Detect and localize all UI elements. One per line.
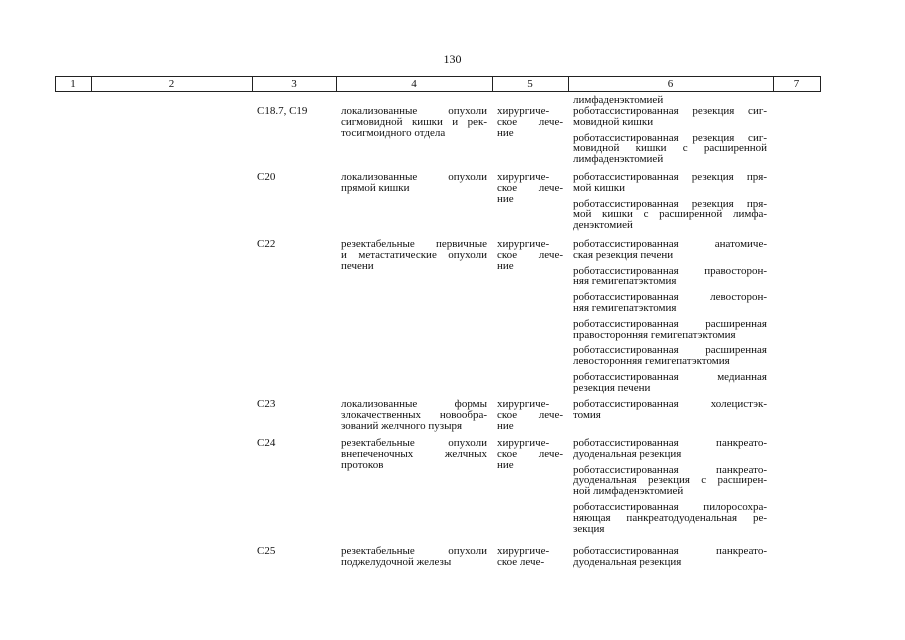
method-line: правосторонняя гемигепатэктомия: [573, 328, 736, 341]
method-line: зекция: [573, 522, 605, 535]
methods-cell: [573, 438, 767, 534]
method-line: роботассистированная медианная: [573, 370, 767, 383]
treatment-line: хирургиче-: [497, 171, 550, 183]
method-line: роботассистированная анатомиче-: [573, 238, 767, 250]
method-line: роботассистированная пилоросохра-: [573, 500, 767, 513]
diagnosis-line: резектабельные опухоли: [341, 545, 487, 557]
method-line: мой кишки: [573, 181, 626, 194]
treatment-line: ское лече-: [497, 555, 545, 568]
column-number: 1: [70, 78, 76, 90]
treatment-line: хирургиче-: [497, 437, 550, 449]
diagnosis-line: тосигмоидного отдела: [341, 126, 446, 139]
method-paragraph: [573, 133, 767, 165]
treatment-cell: [497, 239, 563, 271]
method-line: дуоденальная резекция с расширен-: [573, 474, 767, 487]
method-paragraph: [573, 239, 767, 261]
diagnosis-cell: [341, 399, 487, 431]
method-paragraph: [573, 345, 767, 367]
treatment-cell: [497, 438, 563, 470]
method-line: дуоденальная резекция: [573, 555, 682, 568]
methods-cell: [573, 546, 767, 568]
method-line: томия: [573, 408, 601, 421]
diagnosis-line: печени: [341, 259, 374, 272]
method-line: роботассистированная резекция сиг-: [573, 105, 767, 117]
column-number: 4: [411, 78, 417, 90]
method-line: дуоденальная резекция: [573, 447, 682, 460]
method-line: резекция печени: [573, 381, 651, 394]
method-line: роботассистированная панкреато-: [573, 545, 767, 557]
method-line: роботассистированная резекция пря-: [573, 171, 767, 183]
treatment-line: хирургиче-: [497, 238, 550, 250]
method-paragraph: [573, 372, 767, 394]
page-number: 130: [443, 52, 462, 66]
code-line: C23: [257, 398, 276, 410]
treatment-line: ние: [497, 419, 514, 432]
method-line: няя гемигепатэктомия: [573, 301, 677, 314]
method-line: денэктомией: [573, 219, 633, 232]
method-line: ская резекция печени: [573, 248, 674, 261]
diagnosis-line: протоков: [341, 458, 384, 471]
method-paragraph: [573, 438, 767, 460]
method-paragraph: [573, 546, 767, 568]
diagnosis-line: прямой кишки: [341, 181, 410, 194]
method-paragraph: [573, 319, 767, 341]
diagnosis-line: резектабельные опухоли: [341, 437, 487, 449]
method-line: лимфаденэктомией: [573, 94, 664, 106]
methods-cell: [573, 172, 767, 231]
method-line: мовидной кишки: [573, 115, 654, 128]
diagnosis-line: внепеченочных желчных: [341, 447, 487, 460]
column-number: 2: [168, 78, 175, 90]
treatment-line: ское лече-: [497, 447, 563, 460]
treatment-line: ское лече-: [497, 181, 563, 194]
method-line: роботассистированная холецистэк-: [573, 398, 767, 410]
code-line: C24: [257, 437, 276, 449]
methods-cell: [573, 399, 767, 421]
diagnosis-line: резектабельные первичные: [341, 238, 487, 250]
method-line: мовидной кишки с расширенной: [573, 142, 767, 155]
method-line: левосторонняя гемигепатэктомия: [573, 355, 730, 368]
table-header-border: [55, 91, 820, 92]
methods-cell: [573, 106, 767, 165]
code-cell: [257, 438, 332, 449]
method-line: роботассистированная панкреато-: [573, 437, 767, 449]
method-line: роботассистированная панкреато-: [573, 463, 767, 476]
method-paragraph: [573, 292, 767, 314]
treatment-line: ское лече-: [497, 115, 563, 128]
method-line: няющая панкреатодуоденальная ре-: [573, 511, 767, 524]
method-line: роботассистированная резекция пря-: [573, 197, 767, 210]
treatment-line: ское лече-: [497, 408, 563, 421]
method-paragraph: [573, 399, 767, 421]
method-line: роботассистированная правосторон-: [573, 264, 767, 277]
diagnosis-cell: [341, 106, 487, 138]
method-line: ной лимфаденэктомией: [573, 485, 684, 498]
diagnosis-line: локализованные формы: [341, 398, 487, 410]
methods-cell: [573, 239, 767, 394]
column-number: 7: [793, 78, 800, 90]
treatment-line: ние: [497, 458, 514, 471]
code-cell: [257, 239, 332, 250]
method-paragraph: [573, 502, 767, 534]
method-line: мой кишки с расширенной лимфа-: [573, 208, 767, 221]
method-line: роботассистированная расширенная: [573, 344, 767, 357]
code-line: C25: [257, 545, 276, 557]
method-line: роботассистированная резекция сиг-: [573, 131, 767, 144]
treatment-line: хирургиче-: [497, 545, 550, 557]
treatment-line: ние: [497, 259, 514, 272]
treatment-cell: [497, 106, 563, 138]
column-number: 5: [527, 78, 533, 90]
diagnosis-line: поджелудочной железы: [341, 555, 452, 568]
treatment-line: хирургиче-: [497, 398, 550, 410]
code-cell: [257, 106, 332, 117]
method-line: лимфаденэктомией: [573, 153, 664, 166]
treatment-cell: [497, 399, 563, 431]
treatment-cell: [497, 546, 563, 568]
code-cell: [257, 546, 332, 557]
column-number: 3: [291, 78, 297, 90]
method-paragraph: [573, 106, 767, 128]
diagnosis-cell: [341, 546, 487, 568]
diagnosis-line: зований желчного пузыря: [341, 419, 463, 432]
treatment-cell: [497, 172, 563, 204]
diagnosis-cell: [341, 172, 487, 194]
code-line: C22: [257, 238, 276, 250]
method-paragraph: [573, 199, 767, 231]
column-number: 6: [667, 78, 674, 90]
diagnosis-cell: [341, 239, 487, 271]
diagnosis-line: и метастатические опухоли: [341, 248, 487, 261]
treatment-line: хирургиче-: [497, 105, 550, 117]
method-paragraph: [573, 266, 767, 288]
diagnosis-line: злокачественных новообра-: [341, 408, 487, 421]
treatment-line: ние: [497, 192, 514, 205]
diagnosis-line: локализованные опухоли: [341, 105, 487, 117]
method-line: роботассистированная расширенная: [573, 317, 767, 330]
column-divider: [820, 76, 821, 92]
diagnosis-cell: [341, 438, 487, 470]
method-line: няя гемигепатэктомия: [573, 275, 677, 288]
code-cell: [257, 172, 332, 183]
treatment-line: ние: [497, 126, 514, 139]
method-paragraph: [573, 465, 767, 497]
method-paragraph: [573, 172, 767, 194]
diagnosis-line: локализованные опухоли: [341, 171, 487, 183]
diagnosis-line: сигмовидной кишки и рек-: [341, 115, 487, 128]
method-line: роботассистированная левосторон-: [573, 291, 767, 304]
code-line: C18.7, C19: [257, 105, 308, 117]
code-cell: [257, 399, 332, 410]
treatment-line: ское лече-: [497, 248, 563, 261]
code-line: C20: [257, 171, 276, 183]
